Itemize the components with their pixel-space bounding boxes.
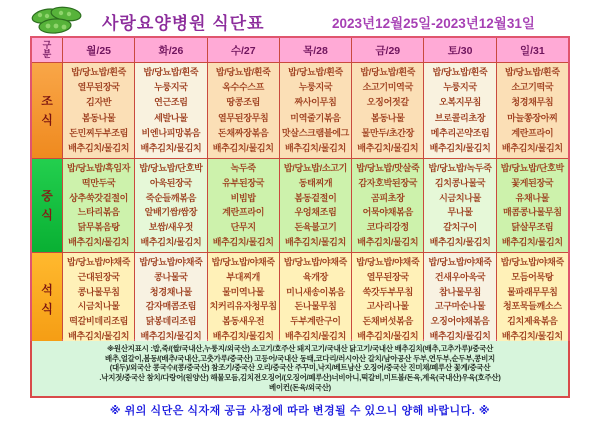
- menu-cell-breakfast-day6: [424, 63, 495, 158]
- menu-item: 소고기미역국: [362, 82, 413, 93]
- menu-item: 김치제육볶음: [507, 316, 558, 327]
- menu-item: 녹두죽: [230, 162, 256, 173]
- menu-item: 봄동나물: [81, 112, 116, 123]
- menu-item: 유부된장국: [222, 177, 265, 188]
- menu-item: 닭살무조림: [511, 222, 554, 233]
- menu-item: 밥/당뇨밥/단호박: [500, 162, 564, 173]
- corner-cell: [32, 38, 62, 62]
- menu-item: 김자반: [86, 97, 112, 108]
- menu-item: 배추김치/물김치: [212, 331, 274, 342]
- menu-item: 유채나물: [515, 192, 550, 203]
- meal-row-label-lunch: [32, 159, 62, 252]
- menu-item: 비엔나피망볶음: [141, 127, 201, 138]
- meal-row-label-breakfast: [32, 63, 62, 158]
- menu-item: 열무된장국: [366, 271, 409, 282]
- menu-item: 곰피초장: [370, 192, 405, 203]
- menu-item: 알배기쌈/쌈장: [144, 207, 198, 218]
- menu-item: 배추김치/물김치: [285, 237, 346, 248]
- menu-item: 고구마순나물: [434, 301, 486, 312]
- menu-item: 밥/당뇨밥/야채죽: [500, 256, 564, 267]
- menu-item: 배추김치/물김치: [140, 142, 202, 153]
- menu-item: 감자매콤조림: [145, 301, 197, 312]
- day-header-1: 월/25: [63, 38, 134, 62]
- menu-item: 청포묵들깨소스: [502, 301, 562, 312]
- menu-item: 열무된장무침: [218, 112, 269, 123]
- menu-item: 감자호박된장국: [358, 177, 418, 188]
- menu-cell-dinner-day3: [208, 253, 279, 346]
- menu-item: 아욱된장국: [149, 177, 192, 188]
- menu-item: 치커리유자청무침: [209, 301, 277, 312]
- menu-item: 청경채나물: [149, 286, 192, 297]
- menu-item: 계란프라이: [222, 207, 265, 218]
- footer-notice: ※ 위의 식단은 식자재 공급 사정에 따라 변경될 수 있으니 양해 바랍니다. ※: [109, 405, 491, 417]
- menu-item: 메추리곤약조림: [430, 127, 490, 138]
- origin-notice-line: (대두)/외국산 콩국수/(콩/중국산) 참조기/중국산 오리/중국산 주꾸미,낙지/베트남산 오징어/중국산 진미채/페루산 꽃게/중국산: [109, 363, 491, 373]
- menu-item: 우엉채조림: [294, 207, 337, 218]
- menu-item: 콩나물국: [154, 271, 188, 282]
- menu-item: 배추김치/물김치: [140, 331, 202, 342]
- menu-item: 밥/당뇨밥/야채죽: [428, 256, 492, 267]
- menu-item: 청경채무침: [511, 97, 554, 108]
- menu-item: 떡만두국: [81, 177, 116, 188]
- menu-item: 닭무볶음탕: [77, 222, 120, 233]
- menu-item: 물만두/초간장: [361, 127, 415, 138]
- menu-item: 밥/당뇨밥/흰죽: [432, 67, 488, 78]
- day-header-4: 목/28: [280, 38, 351, 62]
- menu-item: 느타리볶음: [77, 207, 120, 218]
- day-header-6: 토/30: [424, 38, 495, 62]
- menu-item: 밥/당뇨밥/소고기: [283, 162, 348, 173]
- menu-item: 떡갈비데리조림: [69, 316, 129, 327]
- menu-cell-lunch-day3: [208, 159, 279, 252]
- menu-item: 시금치나물: [439, 192, 482, 203]
- menu-item: 누룽지국: [443, 82, 477, 93]
- day-header-5: 금/29: [352, 38, 423, 62]
- date-range: 2023년12월25일-2023년12월31일: [332, 16, 535, 31]
- menu-item: 배추김치/물김치: [357, 237, 419, 248]
- day-header-3: 수/27: [208, 38, 279, 62]
- menu-item: 배추김치/물김치: [285, 331, 346, 342]
- menu-item: 오징어야채볶음: [430, 316, 490, 327]
- menu-item: 쑥갓두부무침: [362, 286, 413, 297]
- menu-cell-dinner-day7: [497, 253, 568, 346]
- menu-item: 배추김치/물김치: [285, 142, 346, 153]
- menu-item: 봄동겉절이: [294, 192, 337, 203]
- menu-item: 밥/당뇨밥/흑임자: [67, 162, 131, 173]
- origin-notice-line: 배추,얼갈이,봄동/(배추/국내산,고춧가루/중국산) 고등어/국내산 동태,코다리/러시아산 갈치/남아공산 두부,연두부,순두부,콩비지: [105, 353, 495, 363]
- menu-item: 어묵야채볶음: [362, 207, 413, 218]
- menu-item: 누룽지국: [298, 82, 333, 93]
- menu-item: 배추김치/물김치: [429, 142, 491, 153]
- menu-item: 배추김치/물김치: [501, 331, 563, 342]
- menu-item: 배추김치/물김치: [429, 331, 491, 342]
- meal-row-label-dinner: [32, 253, 62, 346]
- menu-cell-breakfast-day7: [497, 63, 568, 158]
- menu-item: 동태찌개: [298, 177, 333, 188]
- menu-cell-lunch-day5: [352, 159, 423, 252]
- menu-item: 꽃게된장국: [511, 177, 554, 188]
- menu-item: 밥/당뇨밥/흰죽: [143, 67, 199, 78]
- menu-cell-lunch-day1: [63, 159, 134, 252]
- day-header-2: 화/26: [135, 38, 206, 62]
- menu-item: 배추김치/물김치: [212, 237, 274, 248]
- peas-icon: [28, 4, 90, 37]
- menu-cell-lunch-day6: [424, 159, 495, 252]
- origin-notice-line: .낙지젓/중국산 참치/다랑어(원양산) 해물모듬,김치전오징어/(오징어/페루산)너비아니,떡갈비,미트볼/돈육,계육(국내산)우육(호주산): [99, 372, 501, 382]
- menu-item: 계란프라이: [511, 127, 554, 138]
- menu-cell-dinner-day6: [424, 253, 495, 346]
- menu-item: 세발나물: [154, 112, 188, 123]
- menu-item: 배추김치/물김치: [501, 142, 563, 153]
- menu-item: 단무지: [230, 222, 256, 233]
- menu-item: 콩나물무침: [77, 286, 120, 297]
- menu-item: 미니새송이볶음: [286, 286, 345, 297]
- menu-item: 모듬어묵탕: [511, 271, 554, 282]
- menu-item: 김치콩나물국: [434, 177, 486, 188]
- origin-notice-line: 베이컨(돈육/외국산): [269, 382, 331, 392]
- menu-cell-breakfast-day1: [63, 63, 134, 158]
- menu-item: 밥/당뇨밥/흰죽: [215, 67, 271, 78]
- menu-item: 배추김치/물김치: [357, 142, 419, 153]
- menu-item: 미역줄기볶음: [290, 112, 341, 123]
- menu-item: 돈나물무침: [294, 301, 337, 312]
- menu-item: 밥/당뇨밥/야채죽: [211, 256, 275, 267]
- menu-item: 누룽지국: [154, 82, 188, 93]
- menu-item: 죽순들깨볶음: [145, 192, 197, 203]
- menu-item: 무나물: [447, 207, 473, 218]
- menu-item: 배추김치/물김치: [68, 142, 130, 153]
- menu-item: 밥/당뇨밥/흰죽: [360, 67, 416, 78]
- menu-item: 배추김치/물김치: [212, 142, 274, 153]
- menu-item: 땅콩조림: [226, 97, 260, 108]
- menu-item: 오복지무침: [439, 97, 482, 108]
- menu-item: 소고기떡국: [511, 82, 554, 93]
- menu-item: 연근조림: [154, 97, 188, 108]
- menu-item: 시금치나물: [77, 301, 120, 312]
- menu-cell-dinner-day2: [135, 253, 206, 346]
- menu-item: 맛살스크램블에그: [281, 127, 350, 138]
- menu-item: 열무된장국: [77, 82, 120, 93]
- menu-item: 배추김치/물김치: [501, 237, 563, 248]
- menu-item: 돈민찌두부조림: [69, 127, 129, 138]
- origin-notice: [30, 341, 570, 398]
- menu-cell-breakfast-day5: [352, 63, 423, 158]
- meal-row-label-text: 조식: [41, 93, 53, 127]
- menu-cell-dinner-day5: [352, 253, 423, 346]
- menu-item: 참나물무침: [439, 286, 482, 297]
- meal-row-label-text: 중식: [41, 188, 53, 222]
- menu-item: 매콤콩나물무침: [502, 207, 562, 218]
- menu-cell-lunch-day2: [135, 159, 206, 252]
- menu-item: 근대된장국: [77, 271, 120, 282]
- menu-item: 비빔밥: [230, 192, 256, 203]
- menu-item: 육개장: [302, 271, 329, 282]
- menu-item: 배추김치/물김치: [68, 331, 130, 342]
- menu-item: 마늘쫑장아찌: [507, 112, 558, 123]
- menu-item: 밥/당뇨밥/흰죽: [288, 67, 343, 78]
- menu-cell-breakfast-day4: [280, 63, 351, 158]
- menu-cell-dinner-day1: [63, 253, 134, 346]
- menu-item: 밥/당뇨밥/맛살죽: [356, 162, 420, 173]
- menu-item: 옥수수스프: [222, 82, 265, 93]
- menu-item: 배추김치/물김치: [140, 237, 202, 248]
- menu-item: 코다리강정: [366, 222, 409, 233]
- menu-item: 밥/당뇨밥/야채죽: [356, 256, 420, 267]
- day-header-7: 일/31: [497, 38, 568, 62]
- menu-item: 밥/당뇨밥/야채죽: [67, 256, 131, 267]
- menu-item: 브로콜리초장: [434, 112, 486, 123]
- corner-label: 구분: [42, 39, 52, 59]
- menu-item: 부대찌개: [226, 271, 260, 282]
- menu-item: 돈육불고기: [294, 222, 337, 233]
- menu-item: 배추김치/물김치: [429, 237, 491, 248]
- menu-cell-lunch-day4: [280, 159, 351, 252]
- menu-item: 오징어젓갈: [366, 97, 409, 108]
- menu-item: 밥/당뇨밥/녹두죽: [428, 162, 492, 173]
- meal-row-label-text: 석식: [41, 282, 53, 316]
- menu-item: 건새우아욱국: [434, 271, 486, 282]
- menu-item: 밥/당뇨밥/야채죽: [283, 256, 348, 267]
- menu-cell-dinner-day4: [280, 253, 351, 346]
- menu-item: 돈채버섯볶음: [362, 316, 413, 327]
- menu-item: 갈치구이: [443, 222, 477, 233]
- menu-item: 닭봉데리조림: [145, 316, 197, 327]
- menu-item: 밥/당뇨밥/흰죽: [71, 67, 127, 78]
- menu-item: 물파래무무침: [507, 286, 558, 297]
- menu-item: 상추쑥갓겉절이: [69, 192, 129, 203]
- menu-item: 보쌈/새우젓: [148, 222, 193, 233]
- menu-cell-breakfast-day2: [135, 63, 206, 158]
- menu-item: 밥/당뇨밥/흰죽: [504, 67, 560, 78]
- menu-item: 봄동나물: [370, 112, 405, 123]
- menu-item: 봄동새우전: [222, 316, 265, 327]
- menu-item: 밥/당뇨밥/단호박: [139, 162, 203, 173]
- menu-item: 밥/당뇨밥/야채죽: [139, 256, 203, 267]
- page-title: 사랑요양병원 식단표: [102, 14, 265, 33]
- origin-notice-line: ※원산지표시 :밥,죽/(쌀/국내산,누룽지/외국산) 소고기/호주산 돼지고기/국내산 닭고기/국내산 배추김치(배추,고추가루)/중국산: [106, 344, 494, 353]
- menu-item: 두부계란구이: [290, 316, 341, 327]
- menu-cell-breakfast-day3: [208, 63, 279, 158]
- menu-item: 돈채짜장볶음: [218, 127, 269, 138]
- menu-cell-lunch-day7: [497, 159, 568, 252]
- menu-item: 배추김치/물김치: [357, 331, 419, 342]
- menu-item: 고사리나물: [366, 301, 409, 312]
- menu-item: 배추김치/물김치: [68, 237, 130, 248]
- menu-table: [30, 36, 570, 341]
- menu-item: 짜사이무침: [294, 97, 337, 108]
- menu-item: 물미역나물: [222, 286, 265, 297]
